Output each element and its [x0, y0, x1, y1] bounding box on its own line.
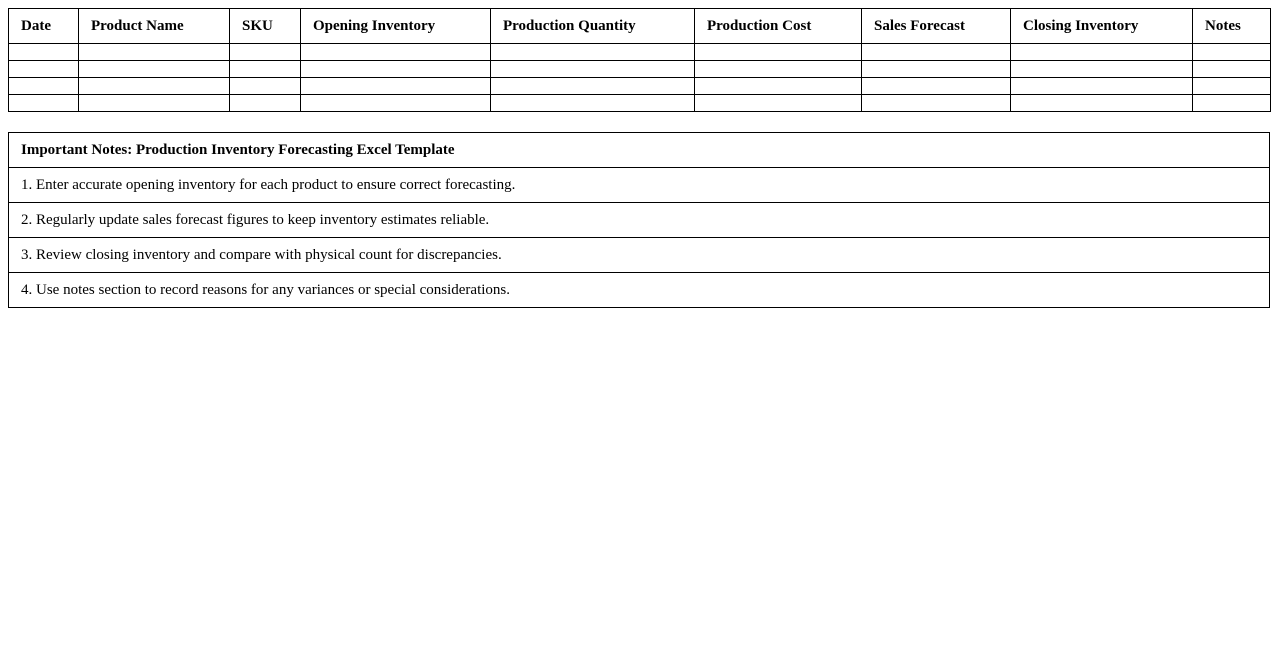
table-cell-product-name[interactable]	[79, 78, 230, 95]
table-cell-date[interactable]	[9, 95, 79, 112]
table-cell-notes[interactable]	[1193, 61, 1271, 78]
table-cell-sales-forecast[interactable]	[862, 78, 1011, 95]
table-cell-opening-inventory[interactable]	[301, 44, 491, 61]
table-cell-sku[interactable]	[230, 61, 301, 78]
column-header-opening-inventory: Opening Inventory	[301, 9, 491, 44]
table-cell-date[interactable]	[9, 78, 79, 95]
column-header-closing-inventory: Closing Inventory	[1011, 9, 1193, 44]
table-cell-production-cost[interactable]	[695, 44, 862, 61]
table-cell-production-quantity[interactable]	[491, 44, 695, 61]
header-row	[9, 9, 1271, 44]
table-cell-product-name[interactable]	[79, 95, 230, 112]
table-cell-date[interactable]	[9, 61, 79, 78]
note-item: 1. Enter accurate opening inventory for each product to ensure correct forecasting.	[9, 168, 1270, 203]
inventory-table	[8, 8, 1271, 112]
column-header-production-cost: Production Cost	[695, 9, 862, 44]
notes-table	[8, 132, 1270, 308]
notes-row	[9, 168, 1270, 203]
notes-title-row	[9, 133, 1270, 168]
table-cell-sales-forecast[interactable]	[862, 95, 1011, 112]
column-header-notes: Notes	[1193, 9, 1271, 44]
table-cell-sales-forecast[interactable]	[862, 61, 1011, 78]
table-cell-sku[interactable]	[230, 78, 301, 95]
table-cell-opening-inventory[interactable]	[301, 61, 491, 78]
note-item: 3. Review closing inventory and compare with physical count for discrepancies.	[9, 238, 1270, 273]
table-cell-sku[interactable]	[230, 44, 301, 61]
table-cell-product-name[interactable]	[79, 61, 230, 78]
notes-row	[9, 238, 1270, 273]
column-header-product-name: Product Name	[79, 9, 230, 44]
column-header-production-quantity: Production Quantity	[491, 9, 695, 44]
table-cell-opening-inventory[interactable]	[301, 78, 491, 95]
table-cell-closing-inventory[interactable]	[1011, 44, 1193, 61]
table-cell-notes[interactable]	[1193, 95, 1271, 112]
table-cell-closing-inventory[interactable]	[1011, 61, 1193, 78]
table-cell-opening-inventory[interactable]	[301, 95, 491, 112]
column-header-sku: SKU	[230, 9, 301, 44]
table-cell-closing-inventory[interactable]	[1011, 95, 1193, 112]
table-cell-date[interactable]	[9, 44, 79, 61]
table-cell-production-cost[interactable]	[695, 78, 862, 95]
table-row	[9, 78, 1271, 95]
table-row	[9, 61, 1271, 78]
note-item: 4. Use notes section to record reasons for any variances or special considerations.	[9, 273, 1270, 308]
table-row	[9, 95, 1271, 112]
column-header-date: Date	[9, 9, 79, 44]
notes-row	[9, 203, 1270, 238]
table-cell-production-cost[interactable]	[695, 95, 862, 112]
table-cell-production-quantity[interactable]	[491, 95, 695, 112]
column-header-sales-forecast: Sales Forecast	[862, 9, 1011, 44]
table-cell-closing-inventory[interactable]	[1011, 78, 1193, 95]
table-row	[9, 44, 1271, 61]
table-cell-production-quantity[interactable]	[491, 78, 695, 95]
table-cell-production-cost[interactable]	[695, 61, 862, 78]
table-cell-sku[interactable]	[230, 95, 301, 112]
table-cell-notes[interactable]	[1193, 44, 1271, 61]
notes-row	[9, 273, 1270, 308]
table-cell-notes[interactable]	[1193, 78, 1271, 95]
table-cell-production-quantity[interactable]	[491, 61, 695, 78]
note-item: 2. Regularly update sales forecast figures to keep inventory estimates reliable.	[9, 203, 1270, 238]
table-cell-sales-forecast[interactable]	[862, 44, 1011, 61]
notes-title: Important Notes: Production Inventory Forecasting Excel Template	[9, 133, 1270, 168]
table-cell-product-name[interactable]	[79, 44, 230, 61]
